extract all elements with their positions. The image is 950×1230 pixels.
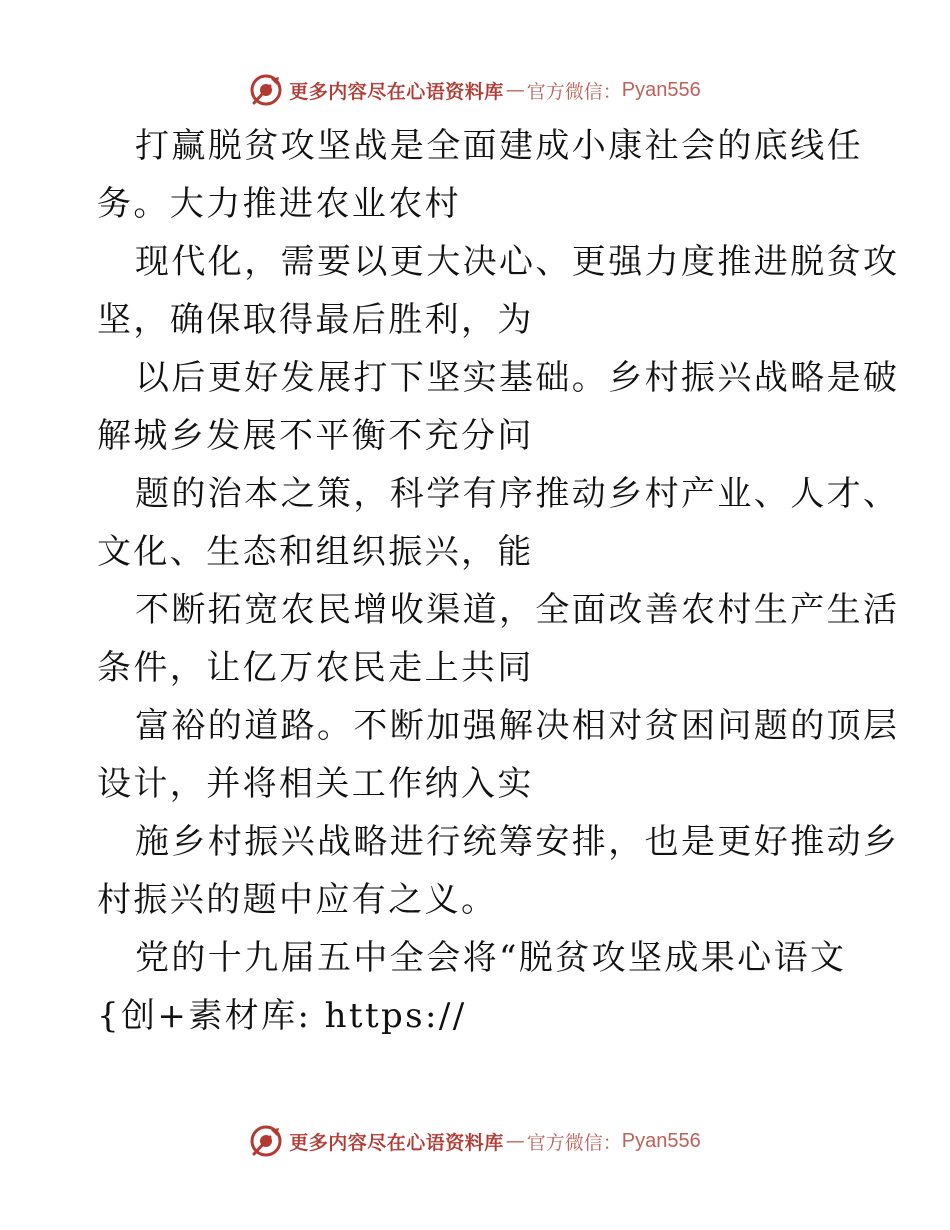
text-line: 务。大力推进农业农村: [97, 184, 461, 224]
text-line: 打赢脱贫攻坚战是全面建成小康社会的底线任: [135, 126, 863, 166]
footer-brand-text: 更多内容尽在心语资料库: [289, 1131, 504, 1154]
header-separator: —: [505, 79, 525, 101]
header-watermark: [0, 70, 950, 110]
footer-watermark: [0, 1121, 950, 1161]
header-wechat-id: Pyan556: [621, 78, 701, 101]
text-line: 不断拓宽农民增收渠道，全面改善农村生产生活: [135, 590, 900, 630]
text-line: 解城乡发展不平衡不充分问: [97, 416, 534, 456]
text-line: 现代化，需要以更大决心、更强力度推进脱贫攻: [135, 242, 900, 282]
header-wechat-label: 官方微信：: [526, 80, 622, 103]
footer-wechat-id: Pyan556: [621, 1129, 701, 1152]
text-line: 坚，确保取得最后胜利，为: [97, 300, 534, 340]
text-line: 以后更好发展打下坚实基础。乡村振兴战略是破: [135, 358, 900, 398]
pen-logo-icon: [249, 73, 283, 107]
text-line: 条件，让亿万农民走上共同: [97, 648, 534, 688]
text-line: 党的十九届五中全会将“脱贫攻坚成果心语文: [135, 938, 847, 978]
footer-separator: —: [505, 1130, 525, 1152]
header-brand-text: 更多内容尽在心语资料库: [289, 80, 504, 103]
pen-logo-icon: [249, 1124, 283, 1158]
text-line: 施乡村振兴战略进行统筹安排，也是更好推动乡: [135, 822, 900, 862]
text-line: 富裕的道路。不断加强解决相对贫困问题的顶层: [135, 706, 900, 746]
text-line: 设计，并将相关工作纳入实: [97, 764, 534, 804]
footer-wechat-label: 官方微信：: [526, 1131, 622, 1154]
document-body: [97, 117, 900, 1045]
text-line: 文化、生态和组织振兴，能: [97, 532, 534, 572]
text-line: 题的治本之策，科学有序推动乡村产业、人才、: [135, 474, 900, 514]
text-line: {创+素材库: https://: [97, 996, 467, 1036]
text-line: 村振兴的题中应有之义。: [97, 880, 498, 920]
